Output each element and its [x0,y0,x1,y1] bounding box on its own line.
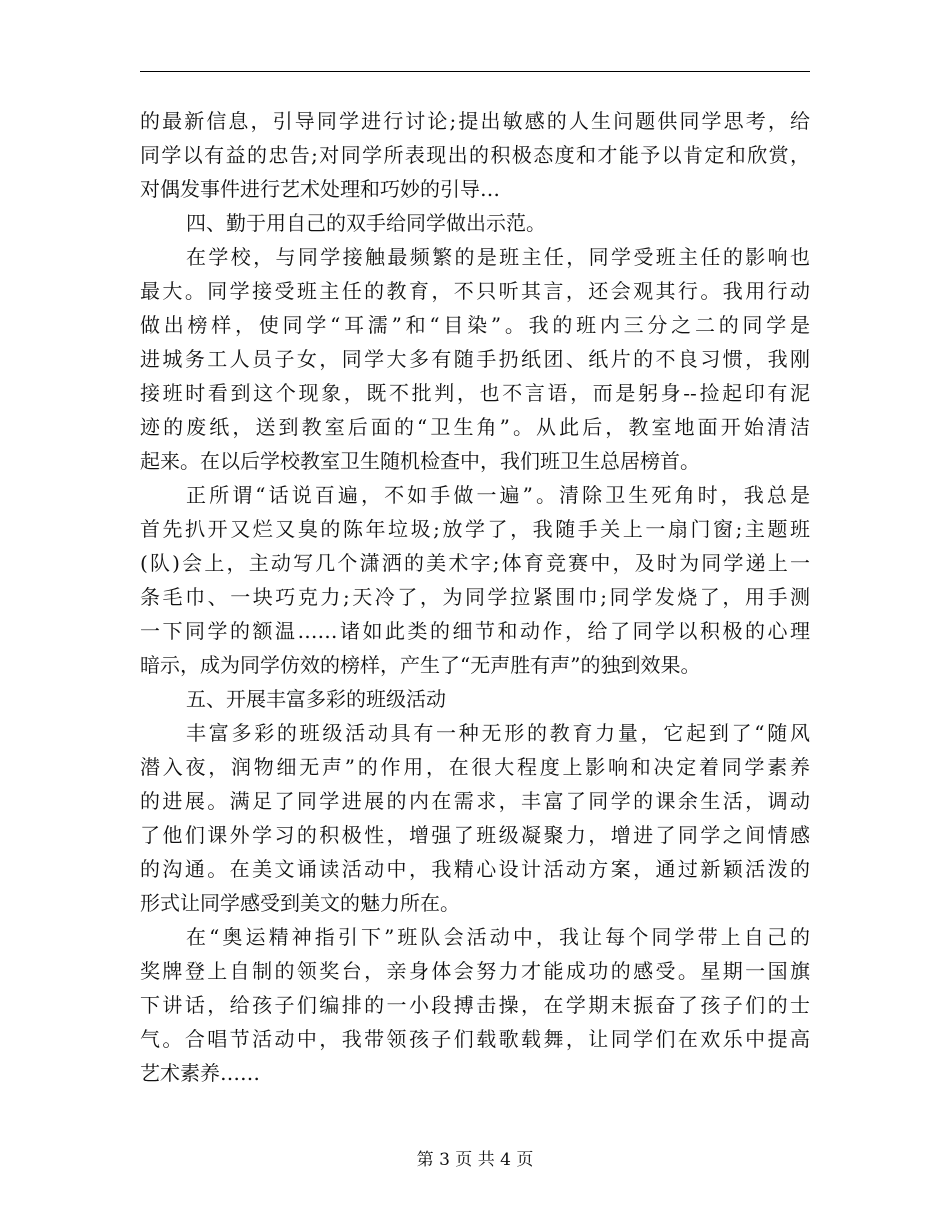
text-line: (队)会上，主动写几个潇洒的美术字;体育竞赛中，及时为同学递上一 [140,551,810,575]
paragraph-example [140,478,810,682]
text-line: 五、开展丰富多彩的班级活动 [186,687,446,711]
text-line: 丰富多彩的班级活动具有一种无形的教育力量，它起到了“随风 [186,721,810,745]
text-line: 一下同学的额温……诸如此类的细节和动作，给了同学以积极的心理 [140,619,810,643]
paragraph-continued [140,104,810,206]
text-line: 的最新信息，引导同学进行讨论;提出敏感的人生问题供同学思考，给 [140,109,810,133]
text-line: 首先扒开又烂又臭的陈年垃圾;放学了，我随手关上一扇门窗;主题班 [140,517,810,541]
text-line: 做出榜样，使同学“耳濡”和“目染”。我的班内三分之二的同学是 [140,313,810,337]
text-line: 奖牌登上自制的领奖台，亲身体会努力才能成功的感受。星期一国旗 [140,959,810,983]
text-line: 下讲话，给孩子们编排的一小段搏击操，在学期末振奋了孩子们的士 [140,993,810,1017]
text-line: 气。合唱节活动中，我带领孩子们载歌载舞，让同学们在欢乐中提高 [140,1027,810,1051]
header-rule [140,71,810,72]
text-line: 条毛巾、一块巧克力;天冷了，为同学拉紧围巾;同学发烧了，用手测 [140,585,810,609]
text-line: 迹的废纸，送到教室后面的“卫生角”。从此后，教室地面开始清洁 [140,415,810,439]
text-line: 的进展。满足了同学进展的内在需求，丰富了同学的课余生活，调动 [140,789,810,813]
paragraph-school [140,240,810,478]
paragraph-olympic [140,920,810,1090]
text-line: 同学以有益的忠告;对同学所表现出的积极态度和才能予以肯定和欣赏， [140,143,810,167]
text-line: 艺术素养…… [140,1061,260,1085]
text-line: 暗示，成为同学仿效的榜样，产生了“无声胜有声”的独到效果。 [140,653,701,677]
text-line: 进城务工人员子女，同学大多有随手扔纸团、纸片的不良习惯，我刚 [140,347,810,371]
page-number-footer: 第 3 页 共 4 页 [416,1150,534,1170]
section-heading-5 [140,682,810,716]
text-line: 在学校，与同学接触最频繁的是班主任，同学受班主任的影响也 [186,245,810,269]
document-body [140,104,810,1090]
paragraph-activities [140,716,810,920]
text-line: 对偶发事件进行艺术处理和巧妙的引导… [140,177,500,201]
text-line: 四、勤于用自己的双手给同学做出示范。 [186,211,546,235]
text-line: 最大。同学接受班主任的教育，不只听其言，还会观其行。我用行动 [140,279,810,303]
text-line: 正所谓“话说百遍，不如手做一遍”。清除卫生死角时，我总是 [186,483,810,507]
text-line: 起来。在以后学校教室卫生随机检查中，我们班卫生总居榜首。 [140,449,700,473]
section-heading-4 [140,206,810,240]
text-line: 形式让同学感受到美文的魅力所在。 [140,891,460,915]
text-line: 接班时看到这个现象，既不批判，也不言语，而是躬身--捡起印有泥 [140,381,810,405]
text-line: 的沟通。在美文诵读活动中，我精心设计活动方案，通过新颖活泼的 [140,857,810,881]
text-line: 潜入夜，润物细无声”的作用，在很大程度上影响和决定着同学素养 [140,755,810,779]
text-line: 了他们课外学习的积极性，增强了班级凝聚力，增进了同学之间情感 [140,823,810,847]
text-line: 在“奥运精神指引下”班队会活动中，我让每个同学带上自己的 [186,925,810,949]
